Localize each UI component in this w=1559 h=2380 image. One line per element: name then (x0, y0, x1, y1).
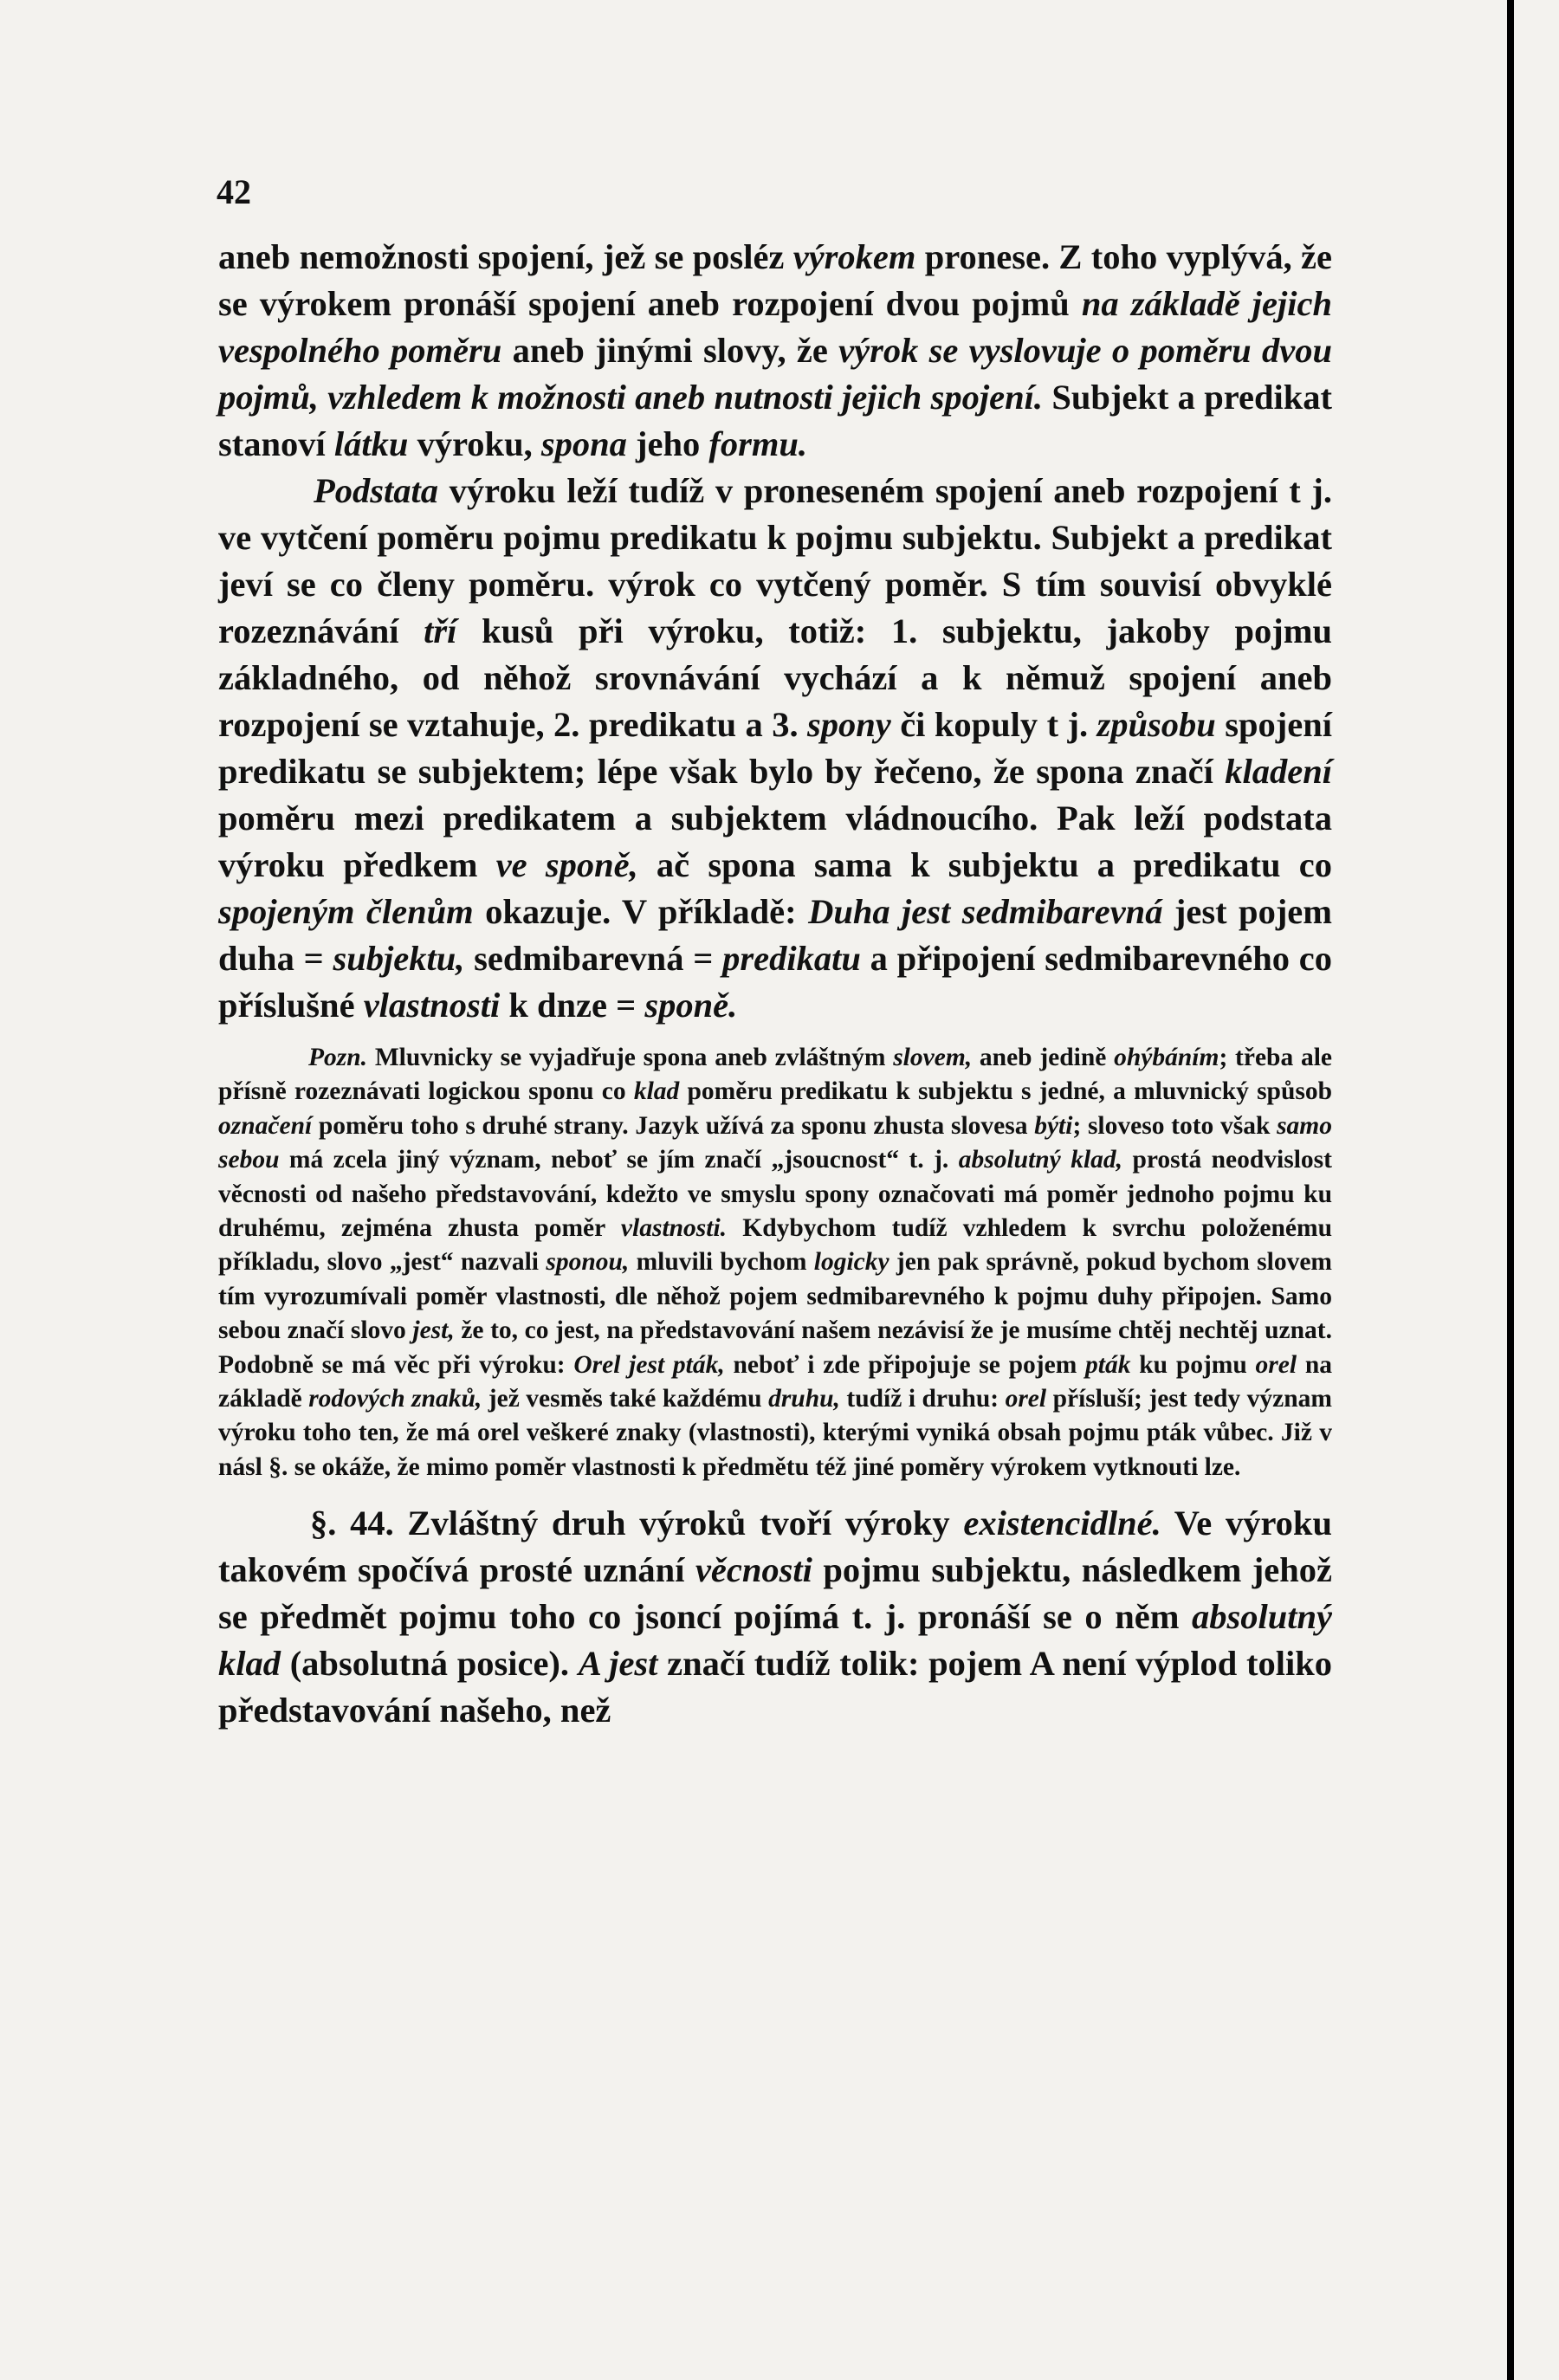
italic-run: tří (424, 611, 457, 650)
text-run: k dnze = (500, 986, 645, 1025)
italic-run: spojeným členům (218, 892, 474, 931)
italic-run: sponou, (546, 1248, 630, 1277)
text-run: aneb jedině (972, 1044, 1115, 1071)
paragraph-2 (218, 468, 1332, 1029)
italic-run: způsobu (1096, 705, 1216, 744)
page-number: 42 (217, 172, 251, 211)
text-run: poměru mezi predikatem a subjektem vládnoucího. Pak leží podstata výroku předkem (218, 799, 1332, 884)
italic-run: predikatu (722, 939, 861, 978)
text-run: aneb jinými slovy, že (501, 331, 839, 370)
italic-run: druhu, (768, 1385, 840, 1413)
italic-run: rodových znaků, (308, 1385, 482, 1413)
text-run: okazuje. V příkladě: (473, 892, 809, 931)
main-text (218, 234, 1332, 1029)
italic-run: orel (1005, 1385, 1047, 1413)
text-run: poměru predikatu k subjektu s jedné, a mluvnický spůsob (679, 1077, 1332, 1106)
italic-run: ve sponě, (495, 845, 638, 884)
text-run: poměru toho s druhé strany. Jazyk užívá za sponu zhusta slovesa (312, 1111, 1035, 1140)
italic-run: výrok se vyslovuje o poměru dvou pojmů, vzhledem k možnosti aneb nutnosti jejich spojení. (218, 331, 1332, 417)
text-run: že to, co jest, na představování našem nezávisí že je musíme chtěj nechtěj uznat. Podobně se má věc při výroku: (218, 1316, 1332, 1379)
text-run: (absolutná posice). (281, 1644, 579, 1684)
italic-run: sponě. (644, 986, 738, 1025)
section-44 (218, 1500, 1332, 1734)
scan-border (1507, 0, 1514, 2380)
section-44-paragraph (218, 1500, 1332, 1734)
italic-run: absolutný klad (218, 1597, 1332, 1684)
paragraph-1 (218, 234, 1332, 468)
footnote (218, 1041, 1332, 1484)
text-run: značí tudíž tolik: pojem A není výplod toliko představování našeho, než (218, 1644, 1332, 1730)
text-run: jež vesměs také každému (482, 1385, 769, 1413)
text-run: na základě (218, 1350, 1332, 1413)
italic-run: samo sebou (218, 1111, 1332, 1174)
text-run: mluvili bychom (629, 1248, 814, 1277)
text-run: výroku leží tudíž v proneseném spojení aneb rozpojení t j. ve vytčení poměru pojmu predikatu k pojmu subjektu. Subjekt a predikat jeví se co členy poměru. výrok co vytčený poměr. S tím souvisí obvyklé rozeznávání (218, 471, 1332, 650)
text-run: má zcela jiný význam, neboť se jím značí „jsoucnost“ t. j. (279, 1146, 959, 1174)
italic-run: absolutný klad, (958, 1146, 1123, 1174)
italic-run: slovem, (893, 1044, 973, 1071)
italic-run: pták (1085, 1350, 1131, 1379)
text-run: spojení predikatu se subjektem; lépe však bylo by řečeno, že spona značí (218, 705, 1333, 791)
italic-run: spony (807, 705, 891, 744)
text-run: Kdybychom tudíž vzhledem k svrchu položenému příkladu, slovo „jest“ nazvali (218, 1214, 1332, 1277)
italic-run: Orel jest pták, (573, 1350, 725, 1379)
italic-run: A jest (578, 1644, 658, 1684)
italic-run: látku (333, 424, 409, 463)
text-run: přísluší; jest tedy význam výroku toho ten, že má orel veškeré znaky (vlastnosti), kterými vyniká obsah pojmu pták vůbec. Již v násl §. se okáže, že mimo poměr vlastnosti k předmětu též jiné poměry výrokem vytknouti lze. (218, 1385, 1332, 1481)
italic-run: označení (218, 1111, 313, 1140)
text-run: ač spona sama k subjektu a predikatu co (637, 845, 1332, 884)
italic-run: subjektu, (333, 939, 465, 978)
text-run: ku pojmu (1130, 1350, 1256, 1379)
text-run: ; sloveso toto však (1072, 1111, 1278, 1140)
italic-run: formu. (708, 424, 808, 463)
text-run: §. 44. Zvláštný druh výroků tvoří výroky (310, 1504, 964, 1543)
text-run: tudíž i druhu: (839, 1385, 1006, 1413)
text-run: výroku, (408, 424, 541, 463)
text-run: sedmibarevná = (464, 939, 723, 978)
italic-run: kladení (1225, 752, 1332, 791)
text-run: prostá neodvislost věcnosti od našeho představování, kdežto ve smyslu spony označovati má poměr jednoho pojmu ku druhému, zejména zhusta poměr (218, 1146, 1332, 1243)
italic-run: jest, (412, 1316, 455, 1345)
italic-run: věcnosti (695, 1550, 812, 1590)
text-run: Mluvnicky se vyjadřuje spona aneb zvláštným (367, 1044, 894, 1071)
text-run: či kopuly t j. (890, 705, 1097, 744)
text-run: jen pak správně, pokud bychom slovem tím vyrozumívali poměr vlastnosti, dle něhož pojem sedmibarevného k pojmu duhy připojen. Samo sebou značí slovo (218, 1248, 1332, 1345)
text-run: aneb nemožnosti spojení, jež se posléz (218, 237, 793, 276)
italic-run: logicky (813, 1248, 889, 1277)
italic-run: vlastnosti. (620, 1214, 728, 1243)
text-run: jeho (626, 424, 709, 463)
italic-run: Pozn. (308, 1044, 368, 1071)
text-run: pojmu subjektu, následkem jehož se předmět pojmu toho co jsoncí pojímá t. j. pronáší se o něm (218, 1550, 1332, 1637)
italic-run: Duha jest sedmibarevná (808, 892, 1163, 931)
text-run: kusů při výroku, totiž: 1. subjektu, jakoby pojmu základného, od něhož srovnávání vychází a k němuž spojení aneb rozpojení se vztahuje, 2. predikatu a 3. (218, 611, 1332, 744)
note-paragraph (218, 1041, 1332, 1484)
italic-run: Podstata (314, 471, 439, 510)
text-run: jest pojem duha = (218, 892, 1333, 978)
text-run: pronese. Z toho vyplývá, že se výrokem pronáší spojení aneb rozpojení dvou pojmů (218, 237, 1332, 323)
italic-run: vlastnosti (363, 986, 501, 1025)
scan-margin (1514, 0, 1559, 2380)
italic-run: výrokem (792, 237, 916, 276)
italic-run: na základě jejich vespolného poměru (218, 284, 1332, 370)
italic-run: orel (1255, 1350, 1297, 1379)
italic-run: spona (540, 424, 627, 463)
italic-run: ohýbáním (1114, 1044, 1219, 1071)
text-run: Ve výroku takovém spočívá prosté uznání (218, 1504, 1332, 1590)
text-run: neboť i zde připojuje se pojem (724, 1350, 1086, 1379)
page-text (218, 234, 1332, 1734)
italic-run: býti (1034, 1111, 1073, 1140)
text-run: a připojení sedmibarevného co příslušné (218, 939, 1332, 1025)
text-run: Subjekt a predikat stanoví (218, 378, 1333, 463)
italic-run: klad (633, 1077, 680, 1106)
italic-run: existencidlné. (963, 1504, 1161, 1543)
text-run: ; třeba ale přísně rozeznávati logickou sponu co (218, 1044, 1332, 1106)
